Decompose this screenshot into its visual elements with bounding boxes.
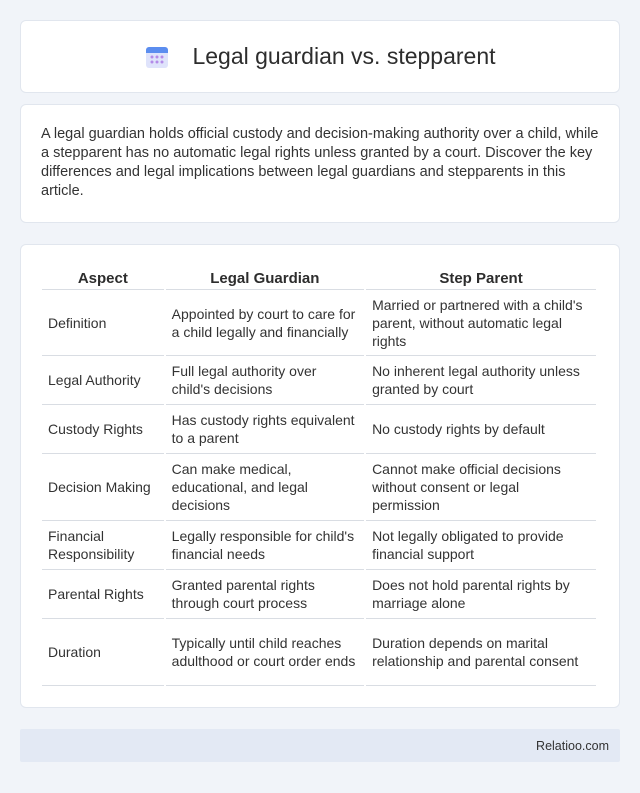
row-stepparent: No custody rights by default [366,405,596,454]
table-row [42,454,596,521]
row-guardian: Appointed by court to care for a child legally and financially [166,290,364,356]
row-stepparent: Married or partnered with a child's parent, without automatic legal rights [366,290,596,356]
intro-card [20,104,620,223]
row-guardian: Has custody rights equivalent to a parent [166,405,364,454]
row-aspect: Parental Rights [42,570,164,619]
footer [20,729,620,762]
table-row [42,356,596,405]
table-row [42,521,596,570]
row-stepparent: No inherent legal authority unless granted by court [366,356,596,405]
row-aspect: Custody Rights [42,405,164,454]
table-row [42,290,596,356]
row-aspect: Financial Responsibility [42,521,164,570]
row-aspect: Definition [42,290,164,356]
table-row [42,570,596,619]
row-guardian: Can make medical, educational, and legal decisions [166,454,364,521]
comparison-card [20,244,620,708]
row-aspect: Decision Making [42,454,164,521]
row-guardian: Granted parental rights through court process [166,570,364,619]
row-aspect: Legal Authority [42,356,164,405]
table-header-row [42,265,596,290]
header-legal-guardian: Legal Guardian [166,265,364,290]
comparison-table [40,265,598,686]
row-stepparent: Cannot make official decisions without consent or legal permission [366,454,596,521]
row-stepparent: Not legally obligated to provide financial support [366,521,596,570]
row-guardian: Legally responsible for child's financial needs [166,521,364,570]
calendar-icon [144,44,170,70]
row-aspect: Duration [42,619,164,686]
row-guardian: Typically until child reaches adulthood or court order ends [166,619,364,686]
header-aspect: Aspect [42,265,164,290]
row-stepparent: Duration depends on marital relationship and parental consent [366,619,596,686]
header-step-parent: Step Parent [366,265,596,290]
footer-brand: Relatioo.com [536,738,609,753]
table-row [42,405,596,454]
row-stepparent: Does not hold parental rights by marriage alone [366,570,596,619]
page-title: Legal guardian vs. stepparent [192,43,496,69]
header-card [20,20,620,93]
row-guardian: Full legal authority over child's decisions [166,356,364,405]
table-row [42,619,596,686]
intro-text: A legal guardian holds official custody and decision-making authority over a child, while a stepparent has no automatic legal rights unless granted by a court. Discover the key differences and legal implications between legal guardians and stepparents in this article. [41,126,599,199]
